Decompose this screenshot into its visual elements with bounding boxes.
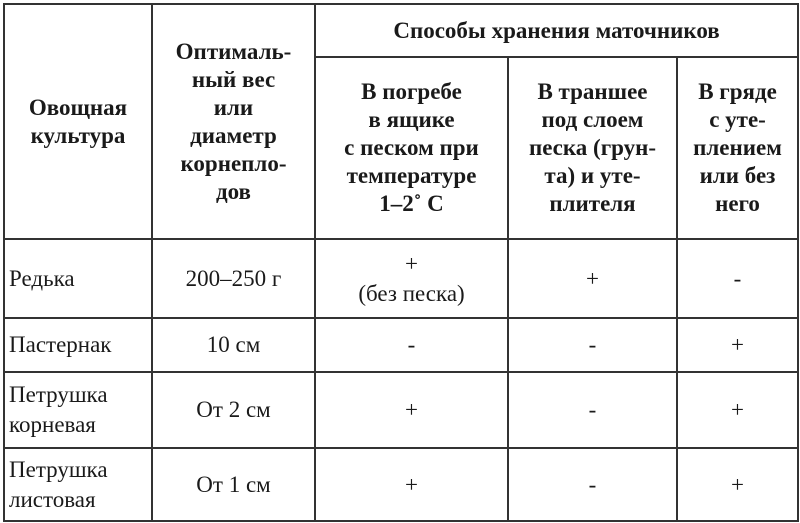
cell-crop: Петрушка листовая xyxy=(4,448,152,521)
cell-bed: - xyxy=(677,239,798,318)
header-method-cellar: В погребе в ящике с песком при температуре 1–2˚ С xyxy=(315,57,508,239)
cell-cellar: - xyxy=(315,318,508,372)
header-method-bed: В гряде с уте- плением или без него xyxy=(677,57,798,239)
cell-crop: Петрушка корневая xyxy=(4,372,152,448)
cell-trench: - xyxy=(508,372,677,448)
cell-size: От 2 см xyxy=(152,372,315,448)
table-row xyxy=(4,448,798,521)
header-method-trench: В траншее под слоем песка (грун- та) и уте- плителя xyxy=(508,57,677,239)
cell-crop: Редька xyxy=(4,239,152,318)
cell-cellar: + xyxy=(315,372,508,448)
table-row xyxy=(4,318,798,372)
cell-size: 200–250 г xyxy=(152,239,315,318)
cell-bed: + xyxy=(677,448,798,521)
header-row-top xyxy=(4,4,798,57)
cell-crop: Пастернак xyxy=(4,318,152,372)
cell-cellar: + xyxy=(315,448,508,521)
cell-trench: + xyxy=(508,239,677,318)
cell-bed: + xyxy=(677,372,798,448)
table-row xyxy=(4,239,798,318)
cell-bed: + xyxy=(677,318,798,372)
header-size: Оптималь- ный вес или диаметр корнепло- дов xyxy=(152,4,315,239)
storage-table xyxy=(3,3,799,522)
cell-trench: - xyxy=(508,448,677,521)
cell-cellar: + (без песка) xyxy=(315,239,508,318)
cell-size: От 1 см xyxy=(152,448,315,521)
header-methods-group: Способы хранения маточников xyxy=(315,4,798,57)
table-row xyxy=(4,372,798,448)
cell-size: 10 см xyxy=(152,318,315,372)
header-crop: Овощная культура xyxy=(4,4,152,239)
cell-trench: - xyxy=(508,318,677,372)
